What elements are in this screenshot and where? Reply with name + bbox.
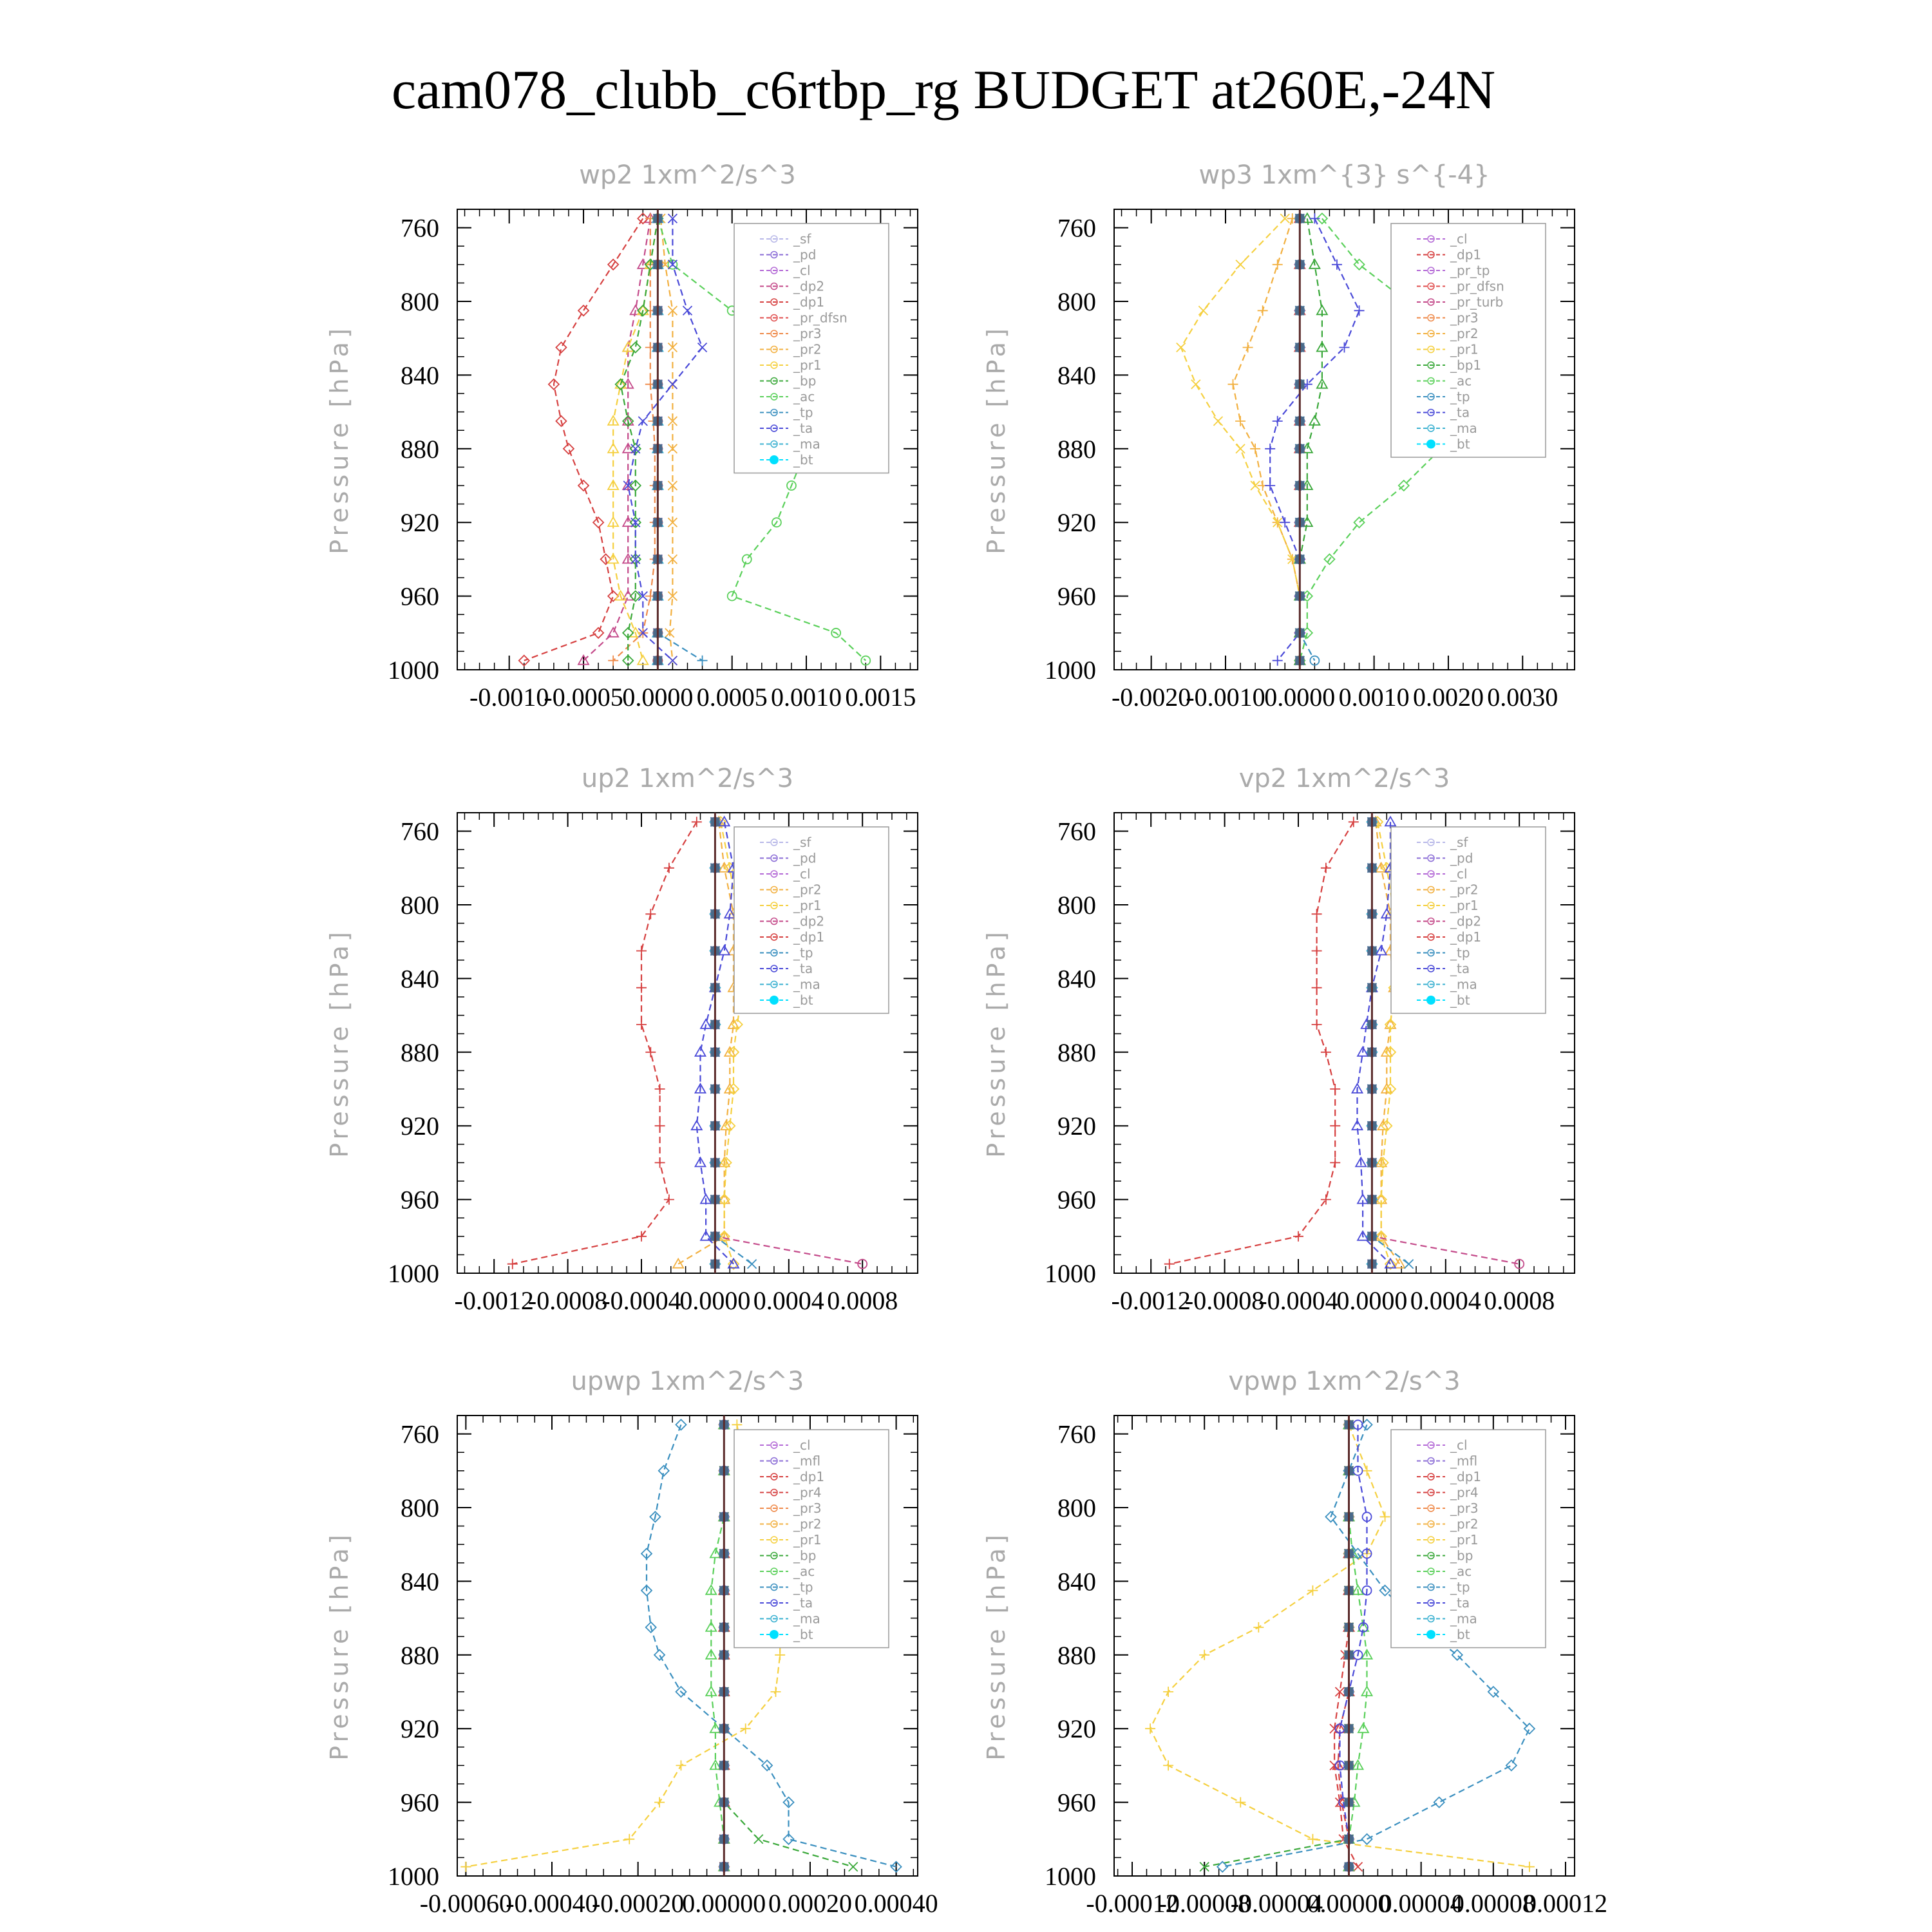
series-point: [1213, 417, 1222, 426]
legend-label: _bt: [1450, 436, 1470, 452]
y-tick-label: 920: [401, 508, 439, 538]
series-point: [1312, 1019, 1322, 1030]
legend-label: _bp: [1450, 1548, 1473, 1564]
x-tick-label: -0.00020: [591, 1889, 685, 1918]
legend-label: _bt: [793, 992, 813, 1008]
series-point: [1198, 306, 1208, 315]
x-tick-label: 0.0010: [1338, 683, 1410, 712]
series-point: [1191, 380, 1200, 389]
series-point: [754, 1835, 763, 1844]
legend-label: _dp2: [793, 278, 825, 294]
series-point: [1380, 1511, 1390, 1522]
y-tick-label: 880: [401, 1037, 439, 1067]
legend-label: _pd: [1450, 850, 1473, 866]
series-line-ta: [1270, 218, 1359, 660]
legend: [1391, 827, 1546, 1014]
series-point: [664, 1195, 674, 1205]
series-point: [636, 946, 647, 956]
y-tick-label: 800: [401, 891, 439, 920]
y-tick-label: 1000: [1045, 1862, 1096, 1891]
y-tick-label: 960: [1057, 582, 1096, 611]
legend-label: _pr3: [1450, 310, 1479, 326]
panel-up2: [325, 764, 918, 1315]
series-point: [460, 1862, 471, 1872]
series-point: [654, 1650, 665, 1660]
series-point: [1330, 1121, 1340, 1131]
series-line-bp: [1204, 1425, 1349, 1866]
panels: [325, 160, 1607, 1918]
legend-label: _sf: [1450, 835, 1468, 850]
legend-label: _ma: [793, 436, 820, 452]
y-tick-label: 880: [401, 434, 439, 464]
legend: [734, 223, 889, 473]
series-point: [1524, 1862, 1535, 1872]
series-point: [683, 306, 692, 315]
legend-label: _pr4: [793, 1484, 822, 1501]
legend-label: _tp: [793, 1579, 813, 1595]
legend-label: _tp: [793, 404, 813, 421]
series-point: [1321, 863, 1331, 873]
series-point: [578, 305, 589, 316]
legend-label: _pr_tp: [1450, 263, 1490, 278]
y-tick-label: 1000: [1045, 1259, 1096, 1288]
y-tick-label: 920: [1057, 1714, 1096, 1744]
y-axis-label: Pressure [hPa]: [982, 1531, 1010, 1761]
legend-label: _ac: [1450, 1564, 1472, 1579]
x-tick-label: -0.0004: [1258, 1286, 1338, 1315]
series-point: [732, 1419, 742, 1430]
legend-label: _pr1: [793, 357, 822, 373]
legend-label: _pr1: [793, 898, 822, 913]
legend-label: _ac: [793, 1564, 815, 1579]
legend-label: _dp2: [793, 913, 825, 929]
legend-label: _mfl: [793, 1453, 821, 1469]
x-tick-label: -0.0010: [469, 683, 549, 712]
legend-label: _dp1: [1450, 1469, 1482, 1484]
y-tick-label: 760: [401, 213, 439, 243]
series-line-pr2: [678, 822, 734, 1264]
x-tick-label: -0.0005: [544, 683, 623, 712]
series-point: [849, 1862, 858, 1871]
legend-label: _pr1: [793, 1532, 822, 1548]
series-point: [1163, 1760, 1173, 1770]
series-line-pr1: [1181, 218, 1300, 660]
legend-label: _pr_dfsn: [1450, 278, 1504, 294]
legend-label: _pr2: [793, 1516, 822, 1532]
series-point: [676, 1760, 686, 1770]
series-point: [645, 1047, 656, 1057]
y-tick-label: 840: [401, 1567, 439, 1596]
legend-label: _bt: [1450, 992, 1470, 1008]
x-tick-label: -0.00040: [506, 1889, 598, 1918]
series-point: [636, 1019, 647, 1030]
y-tick-label: 960: [1057, 1185, 1096, 1215]
series-point: [1273, 416, 1283, 426]
legend-label: _ta: [1450, 1595, 1470, 1611]
x-tick-label: -0.0012: [454, 1286, 534, 1315]
x-tick-label: 0.00008: [1451, 1889, 1535, 1918]
legend-label: _ta: [793, 1595, 813, 1611]
legend-label: _ma: [1450, 976, 1477, 992]
series-point: [1312, 909, 1322, 919]
series-point: [1330, 1157, 1340, 1168]
series-point: [697, 656, 708, 666]
series-point: [1253, 1622, 1264, 1633]
panel-vp2: [982, 764, 1575, 1315]
x-tick-label: -0.0012: [1111, 1286, 1191, 1315]
legend-label: _dp1: [793, 929, 825, 945]
legend-marker: [1426, 440, 1435, 449]
series-point: [1236, 260, 1245, 269]
series-point: [1506, 1760, 1517, 1770]
series-point: [1321, 1195, 1331, 1205]
legend-label: _ma: [1450, 421, 1477, 436]
series-point: [1250, 444, 1260, 454]
legend-marker: [1426, 996, 1435, 1005]
y-axis-label: Pressure [hPa]: [982, 325, 1010, 554]
y-tick-label: 960: [1057, 1788, 1096, 1817]
series-point: [654, 1797, 665, 1808]
legend-label: _cl: [793, 866, 811, 882]
x-tick-label: 0.0015: [845, 683, 916, 712]
legend-label: _tp: [1450, 389, 1470, 404]
panel-wp2: [325, 160, 918, 712]
x-tick-label: 0.0004: [1410, 1286, 1481, 1315]
legend-label: _bt: [793, 1627, 813, 1642]
series-point: [1235, 416, 1245, 426]
y-tick-label: 840: [401, 361, 439, 390]
y-tick-label: 880: [1057, 1037, 1096, 1067]
legend-label: _bp: [793, 373, 817, 389]
x-tick-label: 0.0030: [1487, 683, 1558, 712]
series-point: [1312, 983, 1322, 993]
y-tick-label: 960: [401, 1185, 439, 1215]
legend-label: _ma: [1450, 1611, 1477, 1627]
y-axis-label: Pressure [hPa]: [325, 928, 354, 1158]
x-tick-label: 0.00004: [1379, 1889, 1463, 1918]
series-point: [1177, 343, 1186, 352]
x-tick-label: 0.00000: [1307, 1889, 1391, 1918]
y-tick-label: 960: [401, 1788, 439, 1817]
legend: [734, 1430, 889, 1648]
y-tick-label: 800: [1057, 891, 1096, 920]
y-tick-label: 1000: [388, 656, 439, 685]
series-point: [1236, 444, 1245, 453]
series-point: [636, 983, 647, 993]
series-line-pr3: [613, 218, 655, 660]
x-tick-label: 0.00020: [768, 1889, 852, 1918]
legend-label: _mfl: [1450, 1453, 1478, 1469]
figure-title: cam078_clubb_c6rtbp_rg BUDGET at260E,-24N: [391, 59, 1496, 120]
legend-marker: [770, 455, 779, 464]
series-point: [743, 554, 752, 564]
series-point: [593, 628, 603, 638]
x-tick-label: -0.00004: [1230, 1889, 1323, 1918]
y-tick-label: 840: [1057, 1567, 1096, 1596]
legend-label: _pr1: [1450, 341, 1479, 357]
y-tick-label: 760: [1057, 213, 1096, 243]
legend-label: _pr2: [1450, 882, 1479, 898]
y-axis-label: Pressure [hPa]: [325, 325, 354, 554]
series-point: [636, 1231, 647, 1242]
series-point: [1307, 1834, 1318, 1844]
series-point: [1273, 260, 1283, 270]
x-tick-label: 0.0000: [679, 1286, 751, 1315]
y-tick-label: 800: [401, 1493, 439, 1522]
series-point: [770, 1687, 781, 1697]
y-axis-label: Pressure [hPa]: [982, 928, 1010, 1158]
legend-label: _pr2: [793, 341, 822, 357]
series-point: [1354, 305, 1365, 316]
series-point: [698, 343, 707, 352]
series-point: [655, 1121, 665, 1131]
series-point: [748, 1260, 757, 1269]
x-tick-label: 0.0000: [622, 683, 694, 712]
panel-title: vp2 1xm^2/s^3: [1238, 764, 1450, 793]
legend-label: _pr3: [793, 326, 822, 341]
series-point: [645, 909, 656, 919]
legend-label: _pr1: [1450, 1532, 1479, 1548]
x-tick-label: 0.0020: [1412, 683, 1484, 712]
legend: [734, 827, 889, 1014]
series-point: [638, 417, 647, 426]
panel-upwp: [325, 1367, 938, 1918]
legend-label: _tp: [793, 945, 813, 961]
x-tick-label: -0.0020: [1111, 683, 1191, 712]
series-point: [1243, 343, 1253, 353]
legend: [1391, 223, 1546, 457]
legend-marker: [1426, 1630, 1435, 1639]
series-point: [1228, 379, 1238, 390]
legend-label: _pd: [793, 850, 817, 866]
series-point: [1145, 1723, 1155, 1734]
panel-title: wp2 1xm^2/s^3: [579, 160, 796, 190]
legend-label: _dp1: [1450, 929, 1482, 945]
x-tick-label: 0.0008: [827, 1286, 898, 1315]
x-tick-label: 0.00012: [1523, 1889, 1607, 1918]
legend-marker: [770, 1630, 779, 1639]
series-line-dp1: [524, 218, 643, 660]
legend-label: _dp2: [1450, 913, 1482, 929]
y-tick-label: 1000: [388, 1862, 439, 1891]
series-point: [1362, 1466, 1372, 1476]
y-tick-label: 1000: [388, 1259, 439, 1288]
legend-label: _sf: [793, 231, 811, 247]
legend-label: _cl: [1450, 231, 1468, 247]
legend-label: _ta: [793, 421, 813, 436]
y-tick-label: 880: [401, 1640, 439, 1670]
y-tick-label: 920: [1057, 508, 1096, 538]
x-tick-label: -0.0008: [527, 1286, 608, 1315]
legend-label: _dp1: [1450, 247, 1482, 263]
series-point: [1330, 1084, 1340, 1094]
legend: [1391, 1430, 1546, 1648]
y-tick-label: 840: [1057, 361, 1096, 390]
y-tick-label: 800: [1057, 287, 1096, 316]
y-axis-label: Pressure [hPa]: [325, 1531, 354, 1761]
legend-label: _pr2: [793, 882, 822, 898]
series-point: [1312, 946, 1322, 956]
series-point: [655, 1157, 665, 1168]
x-tick-label: 0.0008: [1484, 1286, 1555, 1315]
x-tick-label: 0.0004: [753, 1286, 824, 1315]
panel-title: vpwp 1xm^2/s^3: [1228, 1367, 1461, 1396]
legend-label: _cl: [793, 263, 811, 278]
y-tick-label: 760: [1057, 1419, 1096, 1449]
x-tick-label: -0.00008: [1158, 1889, 1251, 1918]
panel-title: up2 1xm^2/s^3: [581, 764, 794, 793]
series-point: [564, 444, 574, 454]
panel-title: wp3 1xm^{3} s^{-4}: [1198, 160, 1490, 190]
series-line-pr2: [1233, 218, 1300, 660]
series-point: [1163, 1687, 1173, 1697]
series-point: [1332, 260, 1342, 270]
x-tick-label: 0.0005: [696, 683, 768, 712]
legend-label: _ac: [793, 389, 815, 404]
legend-label: _pr1: [1450, 898, 1479, 913]
panel-wp3: [982, 160, 1575, 712]
y-tick-label: 880: [1057, 434, 1096, 464]
x-tick-label: -0.0008: [1184, 1286, 1265, 1315]
series-point: [664, 863, 674, 873]
legend-label: _cl: [1450, 1437, 1468, 1453]
x-tick-label: 0.00000: [682, 1889, 766, 1918]
legend-label: _pr3: [793, 1501, 822, 1516]
legend-label: _dp1: [793, 1469, 825, 1484]
y-tick-label: 880: [1057, 1640, 1096, 1670]
series-point: [1235, 1797, 1245, 1808]
x-tick-label: 0.0000: [1264, 683, 1336, 712]
legend-label: _ta: [1450, 404, 1470, 421]
y-tick-label: 1000: [1045, 656, 1096, 685]
legend-label: _pr2: [1450, 1516, 1479, 1532]
legend-label: _ac: [1450, 373, 1472, 389]
legend-label: _sf: [793, 835, 811, 850]
legend-label: _ta: [1450, 961, 1470, 976]
y-tick-label: 920: [401, 1714, 439, 1744]
y-tick-label: 800: [401, 287, 439, 316]
series-point: [775, 1650, 785, 1660]
legend-label: _cl: [1450, 866, 1468, 882]
y-tick-label: 960: [401, 582, 439, 611]
series-point: [1265, 480, 1275, 491]
y-tick-label: 760: [401, 817, 439, 846]
series-point: [1199, 1650, 1209, 1660]
x-tick-label: 0.0000: [1336, 1286, 1408, 1315]
legend-label: _cl: [793, 1437, 811, 1453]
legend-label: _ma: [793, 976, 820, 992]
x-tick-label: -0.0010: [1186, 683, 1265, 712]
legend-label: _bp1: [1450, 357, 1482, 373]
y-tick-label: 760: [401, 1419, 439, 1449]
y-tick-label: 920: [1057, 1112, 1096, 1141]
series-point: [655, 1084, 665, 1094]
legend-label: _pr3: [1450, 1501, 1479, 1516]
x-tick-label: 0.00040: [854, 1889, 938, 1918]
series-point: [1434, 1797, 1444, 1808]
y-tick-label: 800: [1057, 1493, 1096, 1522]
x-tick-label: -0.0004: [601, 1286, 681, 1315]
y-tick-label: 920: [401, 1112, 439, 1141]
legend-label: _bt: [1450, 1627, 1470, 1642]
y-tick-label: 840: [1057, 964, 1096, 994]
x-tick-label: -0.00060: [419, 1889, 513, 1918]
x-tick-label: 0.0010: [771, 683, 842, 712]
legend-label: _dp1: [793, 294, 825, 310]
legend-label: _tp: [1450, 945, 1470, 961]
y-tick-label: 840: [401, 964, 439, 994]
series-point: [1293, 1231, 1303, 1242]
legend-label: _tp: [1450, 1579, 1470, 1595]
panel-title: upwp 1xm^2/s^3: [571, 1367, 804, 1396]
legend-label: _pr_dfsn: [793, 310, 848, 326]
series-point: [1321, 1047, 1331, 1057]
series-point: [1405, 1260, 1414, 1269]
series-point: [1307, 1586, 1318, 1596]
series-line-pr1: [466, 1425, 780, 1866]
y-tick-label: 760: [1057, 817, 1096, 846]
panel-vpwp: [982, 1367, 1607, 1918]
series-point: [578, 480, 589, 491]
legend-label: _bp: [793, 1548, 817, 1564]
legend-label: _ma: [793, 1611, 820, 1627]
series-point: [1258, 305, 1268, 316]
x-tick-label: -0.00012: [1086, 1889, 1179, 1918]
series-point: [1265, 444, 1275, 454]
legend-label: _pr2: [1450, 326, 1479, 341]
legend-label: _pr4: [1450, 1484, 1479, 1501]
legend-label: _bt: [793, 452, 813, 468]
series-point: [608, 656, 618, 666]
legend-marker: [770, 996, 779, 1005]
series-line-tp: [658, 218, 702, 660]
legend-label: _pr_turb: [1450, 294, 1504, 310]
legend-label: _pd: [793, 247, 817, 263]
legend-label: _ta: [793, 961, 813, 976]
